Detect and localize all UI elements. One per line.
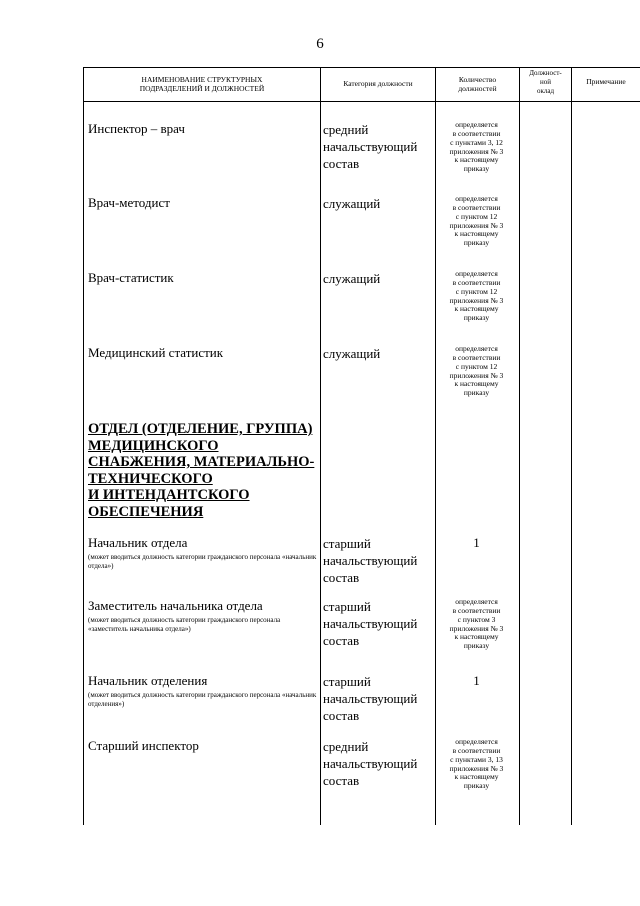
header-name: НАИМЕНОВАНИЕ СТРУКТУРНЫХ ПОДРАЗДЕЛЕНИЙ И ДОЛЖНОСТЕЙ bbox=[139, 74, 265, 93]
position-note: (может вводиться должность категории гражданского персонала «начальник отделения») bbox=[88, 691, 317, 709]
page-number: 6 bbox=[316, 36, 324, 52]
position-name: Начальник отдела (может вводиться должность категории гражданского персонала «начальник отдела») bbox=[88, 535, 317, 571]
position-category: старший начальствующий состав bbox=[323, 674, 418, 723]
position-quantity: определяется в соответствии с пунктами 3, 12 приложения № 3 к настоящему приказу bbox=[449, 120, 504, 174]
position-name: Старший инспектор bbox=[88, 738, 199, 753]
position-name: Инспектор – врач bbox=[88, 121, 185, 136]
position-category: служащий bbox=[323, 196, 381, 211]
position-quantity: определяется в соответствии с пунктами 3, 13 приложения № 3 к настоящему приказу bbox=[449, 737, 504, 791]
position-category: средний начальствующий состав bbox=[323, 739, 418, 788]
column-divider-salary bbox=[519, 67, 520, 825]
position-category: старший начальствующий состав bbox=[323, 599, 418, 648]
position-name: Медицинский статистик bbox=[88, 345, 224, 360]
column-divider-quantity bbox=[435, 67, 436, 825]
position-name: Врач-статистик bbox=[88, 270, 174, 285]
position-name: Начальник отделения (может вводиться должность категории гражданского персонала «начальник отделения») bbox=[88, 673, 317, 709]
header-salary: Должност- ной оклад bbox=[529, 69, 562, 95]
header-category: Категория должности bbox=[343, 79, 413, 89]
position-category: средний начальствующий состав bbox=[323, 122, 418, 171]
position-quantity: определяется в соответствии с пунктом 12 приложения № 3 к настоящему приказу bbox=[449, 344, 504, 398]
table-border-left bbox=[83, 67, 84, 825]
header-note: Примечание bbox=[586, 77, 626, 86]
position-quantity: определяется в соответствии с пунктом 3 приложения № 3 к настоящему приказу bbox=[449, 597, 504, 651]
position-name: Врач-методист bbox=[88, 195, 170, 210]
position-quantity: 1 bbox=[473, 673, 480, 688]
position-category: служащий bbox=[323, 346, 381, 361]
table-header-border bbox=[83, 101, 640, 102]
position-name: Заместитель начальника отдела (может вводиться должность категории гражданского персонала «заместитель начальника отдела») bbox=[88, 598, 318, 634]
position-category: старший начальствующий состав bbox=[323, 536, 418, 585]
position-category: служащий bbox=[323, 271, 381, 286]
position-quantity: определяется в соответствии с пунктом 12 приложения № 3 к настоящему приказу bbox=[449, 194, 504, 248]
header-quantity: Количество должностей bbox=[458, 74, 497, 93]
position-note: (может вводиться должность категории гражданского персонала «заместитель начальника отдела») bbox=[88, 616, 281, 634]
position-quantity: определяется в соответствии с пунктом 12 приложения № 3 к настоящему приказу bbox=[449, 269, 504, 323]
position-quantity: 1 bbox=[473, 535, 480, 550]
section-title: ОТДЕЛ (ОТДЕЛЕНИЕ, ГРУППА) МЕДИЦИНСКОГО СНАБЖЕНИЯ, МАТЕРИАЛЬНО- ТЕХНИЧЕСКОГО И ИНТЕНДАНТСКОГО ОБЕСПЕЧЕНИЯ bbox=[88, 421, 315, 520]
position-note: (может вводиться должность категории гражданского персонала «начальник отдела») bbox=[88, 553, 317, 571]
column-divider-note bbox=[571, 67, 572, 825]
